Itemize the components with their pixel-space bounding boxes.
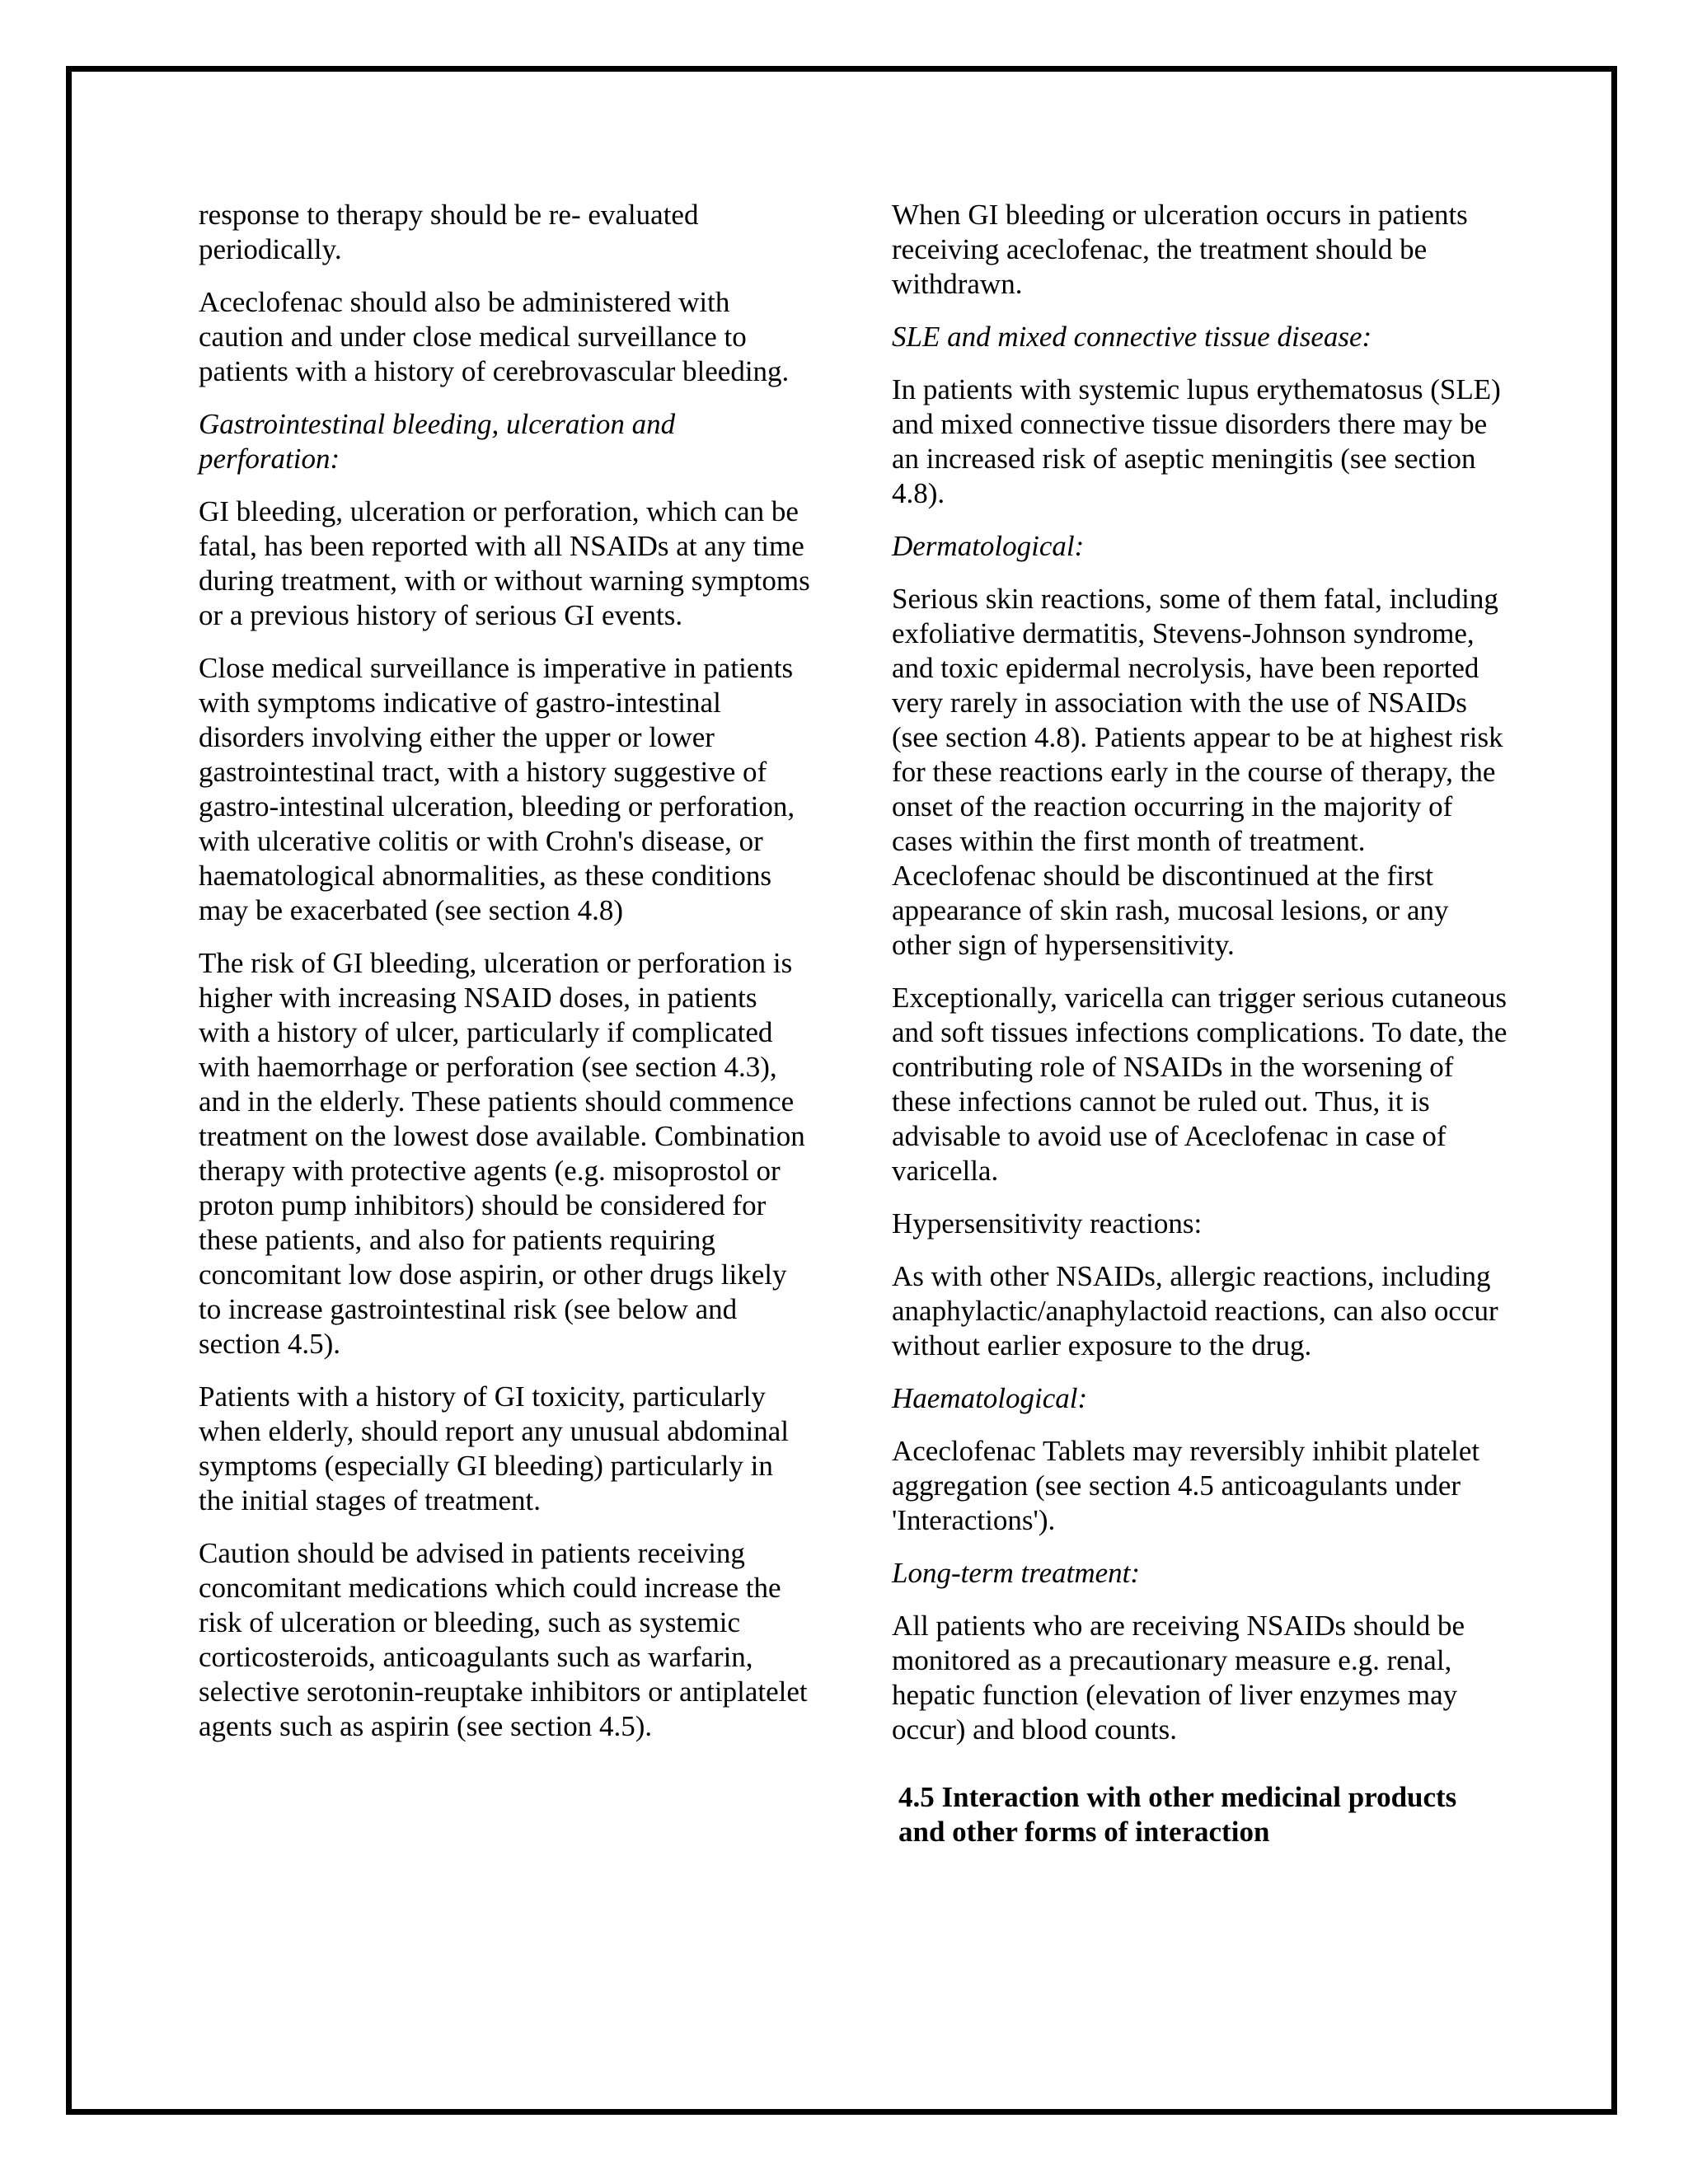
paragraph: Patients with a history of GI toxicity, particularly when elderly, should report any unusual abdominal symptoms (especially GI bleeding) particularly in the initial stages of treatment. bbox=[199, 1380, 790, 1516]
paragraph: In patients with systemic lupus erythematosus (SLE) and mixed connective tissue disorders there may be an increased risk of aseptic meningitis (see section 4.8). bbox=[892, 373, 1501, 509]
paragraph: As with other NSAIDs, allergic reactions, including anaphylactic/anaphylactoid reactions, can also occur without earlier exposure to the drug. bbox=[892, 1260, 1498, 1361]
subheading-sle: SLE and mixed connective tissue disease: bbox=[892, 321, 1372, 353]
paragraph: All patients who are receiving NSAIDs should be monitored as a precautionary measure e.g. renal, hepatic function (elevation of liver enzymes may occur) and blood counts. bbox=[892, 1610, 1465, 1746]
paragraph: GI bleeding, ulceration or perforation, which can be fatal, has been reported with all NSAIDs at any time during treatment, with or without warning symptoms or a previous history of serious GI events. bbox=[199, 495, 810, 631]
paragraph: Exceptionally, varicella can trigger serious cutaneous and soft tissues infections complications. To date, the contributing role of NSAIDs in the worsening of these infections cannot be ruled out. Thus, it is advisable to avoid use of Aceclofenac in case of varicella. bbox=[892, 982, 1507, 1187]
subheading-gi-bleeding: Gastrointestinal bleeding, ulceration and perforation: bbox=[199, 408, 676, 475]
right-column bbox=[892, 198, 1508, 1868]
subheading-haematological: Haematological: bbox=[892, 1382, 1088, 1414]
section-heading-4-5: 4.5 Interaction with other medicinal products and other forms of interaction bbox=[898, 1781, 1457, 1848]
paragraph: Caution should be advised in patients receiving concomitant medications which could increase the risk of ulceration or bleeding, such as systemic corticosteroids, anticoagulants such as warfarin, selective serotonin-reuptake inhibitors or antiplatelet agents such as aspirin (see section 4.5). bbox=[199, 1537, 808, 1742]
paragraph: Serious skin reactions, some of them fatal, including exfoliative dermatitis, Stevens-Johnson syndrome, and toxic epidermal necrolysis, have been reported very rarely in association with the use of NSAIDs (see section 4.8). Patients appear to be at highest risk for these reactions early in the course of therapy, the onset of the reaction occurring in the majority of cases within the first month of treatment. Aceclofenac should be discontinued at the first appearance of skin rash, mucosal lesions, or any other sign of hypersensitivity. bbox=[892, 583, 1503, 961]
paragraph: response to therapy should be re- evaluated periodically. bbox=[199, 199, 699, 265]
left-column bbox=[199, 198, 815, 1762]
paragraph: The risk of GI bleeding, ulceration or perforation is higher with increasing NSAID doses, in patients with a history of ulcer, particularly if complicated with haemorrhage or perforation (see section 4.3), and in the elderly. These patients should commence treatment on the lowest dose available. Combination therapy with protective agents (e.g. misoprostol or proton pump inhibitors) should be considered for these patients, and also for patients requiring concomitant low dose aspirin, or other drugs likely to increase gastrointestinal risk (see below and section 4.5). bbox=[199, 947, 805, 1360]
subheading-hypersensitivity: Hypersensitivity reactions: bbox=[892, 1207, 1203, 1240]
subheading-dermatological: Dermatological: bbox=[892, 530, 1085, 562]
paragraph: Close medical surveillance is imperative in patients with symptoms indicative of gastro-intestinal disorders involving either the upper or lower gastrointestinal tract, with a history suggestive of gastro-intestinal ulceration, bleeding or perforation, with ulcerative colitis or with Crohn's disease, or haematological abnormalities, as these conditions may be exacerbated (see section 4.8) bbox=[199, 652, 795, 926]
paragraph: Aceclofenac should also be administered with caution and under close medical surveillance to patients with a history of cerebrovascular bleeding. bbox=[199, 286, 790, 387]
paragraph: Aceclofenac Tablets may reversibly inhibit platelet aggregation (see section 4.5 anticoagulants under 'Interactions'). bbox=[892, 1435, 1480, 1536]
subheading-long-term-treatment: Long-term treatment: bbox=[892, 1557, 1141, 1589]
paragraph: When GI bleeding or ulceration occurs in patients receiving aceclofenac, the treatment should be withdrawn. bbox=[892, 199, 1468, 300]
